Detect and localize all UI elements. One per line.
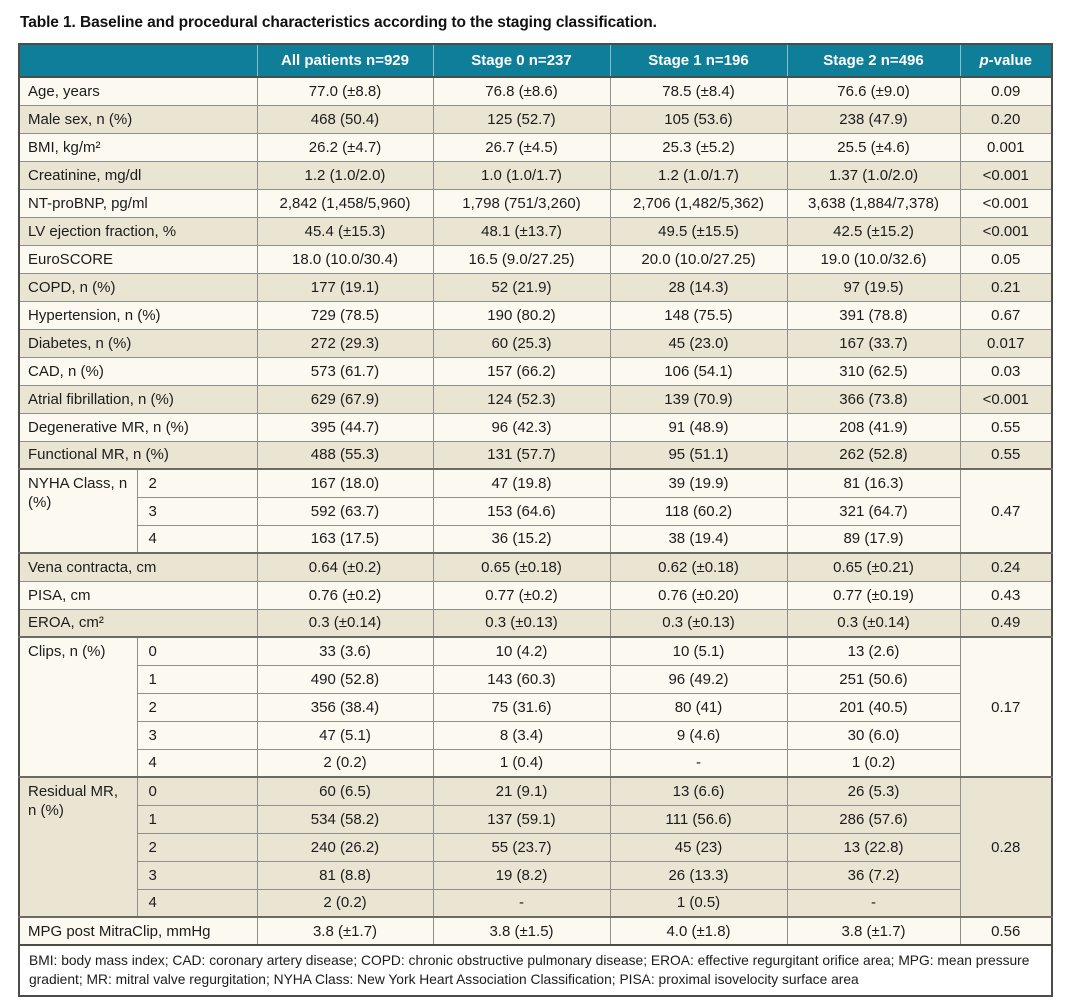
row-sub-label: 2 <box>137 833 257 861</box>
cell-value: 201 (40.5) <box>787 693 960 721</box>
row-label: Vena contracta, cm <box>19 553 257 581</box>
row-label: PISA, cm <box>19 581 257 609</box>
cell-value: 49.5 (±15.5) <box>610 217 787 245</box>
row-sub-label: 1 <box>137 805 257 833</box>
cell-value: 0.62 (±0.18) <box>610 553 787 581</box>
cell-value: 13 (6.6) <box>610 777 787 805</box>
cell-value: 488 (55.3) <box>257 441 433 469</box>
table-row <box>19 609 1052 637</box>
cell-value: 47 (5.1) <box>257 721 433 749</box>
cell-value: 48.1 (±13.7) <box>433 217 610 245</box>
abbreviations-footnote: BMI: body mass index; CAD: coronary artery disease; COPD: chronic obstructive pulmonary disease; EROA: effective regurgitant orifice area; MPG: mean pressure gradient; MR: mitral valve regurgitation; NYHA Class: New York Heart Association Classification; PISA: proximal isovelocity surface area <box>19 945 1052 996</box>
cell-value: - <box>787 889 960 917</box>
cell-p-value: 0.55 <box>960 413 1052 441</box>
cell-value: 77.0 (±8.8) <box>257 77 433 105</box>
row-label: Age, years <box>19 77 257 105</box>
row-sub-label: 0 <box>137 637 257 665</box>
cell-value: 39 (19.9) <box>610 469 787 497</box>
row-label: LV ejection fraction, % <box>19 217 257 245</box>
cell-value: 96 (49.2) <box>610 665 787 693</box>
cell-value: 26 (5.3) <box>787 777 960 805</box>
header-all-patients: All patients n=929 <box>257 44 433 77</box>
cell-value: 238 (47.9) <box>787 105 960 133</box>
cell-value: 240 (26.2) <box>257 833 433 861</box>
cell-value: 0.64 (±0.2) <box>257 553 433 581</box>
table-row <box>19 861 1052 889</box>
cell-value: 321 (64.7) <box>787 497 960 525</box>
cell-value: 2 (0.2) <box>257 749 433 777</box>
cell-value: 4.0 (±1.8) <box>610 917 787 945</box>
table-row <box>19 105 1052 133</box>
cell-value: 286 (57.6) <box>787 805 960 833</box>
cell-value: 96 (42.3) <box>433 413 610 441</box>
cell-p-value: 0.24 <box>960 553 1052 581</box>
cell-value: 0.3 (±0.14) <box>787 609 960 637</box>
row-label: COPD, n (%) <box>19 273 257 301</box>
cell-value: 76.6 (±9.0) <box>787 77 960 105</box>
cell-value: 1,798 (751/3,260) <box>433 189 610 217</box>
cell-value: 137 (59.1) <box>433 805 610 833</box>
table-row <box>19 245 1052 273</box>
cell-value: 1.2 (1.0/1.7) <box>610 161 787 189</box>
cell-value: 124 (52.3) <box>433 385 610 413</box>
cell-value: 366 (73.8) <box>787 385 960 413</box>
table-row <box>19 777 1052 805</box>
cell-value: 106 (54.1) <box>610 357 787 385</box>
cell-value: 30 (6.0) <box>787 721 960 749</box>
table-row <box>19 301 1052 329</box>
cell-value: 81 (16.3) <box>787 469 960 497</box>
row-label: Male sex, n (%) <box>19 105 257 133</box>
cell-value: 1.2 (1.0/2.0) <box>257 161 433 189</box>
row-group-label: Residual MR, n (%) <box>19 777 137 917</box>
header-empty-cell <box>19 44 257 77</box>
cell-value: 45 (23) <box>610 833 787 861</box>
cell-value: 21 (9.1) <box>433 777 610 805</box>
cell-value: 20.0 (10.0/27.25) <box>610 245 787 273</box>
header-stage-0: Stage 0 n=237 <box>433 44 610 77</box>
cell-value: 131 (57.7) <box>433 441 610 469</box>
cell-value: 36 (15.2) <box>433 525 610 553</box>
cell-value: 111 (56.6) <box>610 805 787 833</box>
cell-value: 629 (67.9) <box>257 385 433 413</box>
cell-value: 0.77 (±0.2) <box>433 581 610 609</box>
cell-value: 573 (61.7) <box>257 357 433 385</box>
cell-value: 33 (3.6) <box>257 637 433 665</box>
cell-p-value: <0.001 <box>960 189 1052 217</box>
cell-value: 13 (22.8) <box>787 833 960 861</box>
cell-value: 26 (13.3) <box>610 861 787 889</box>
table-row <box>19 749 1052 777</box>
cell-value: 139 (70.9) <box>610 385 787 413</box>
cell-value: 163 (17.5) <box>257 525 433 553</box>
cell-p-value: <0.001 <box>960 385 1052 413</box>
row-sub-label: 3 <box>137 497 257 525</box>
cell-value: 391 (78.8) <box>787 301 960 329</box>
cell-value: 190 (80.2) <box>433 301 610 329</box>
cell-value: 9 (4.6) <box>610 721 787 749</box>
cell-value: 26.7 (±4.5) <box>433 133 610 161</box>
cell-p-value: 0.17 <box>960 637 1052 777</box>
row-label: Atrial fibrillation, n (%) <box>19 385 257 413</box>
table-row <box>19 637 1052 665</box>
row-group-label: Clips, n (%) <box>19 637 137 777</box>
cell-value: 19 (8.2) <box>433 861 610 889</box>
cell-value: 3,638 (1,884/7,378) <box>787 189 960 217</box>
cell-value: 729 (78.5) <box>257 301 433 329</box>
cell-value: 97 (19.5) <box>787 273 960 301</box>
cell-value: 42.5 (±15.2) <box>787 217 960 245</box>
cell-value: 356 (38.4) <box>257 693 433 721</box>
cell-value: 2,706 (1,482/5,362) <box>610 189 787 217</box>
row-label: MPG post MitraClip, mmHg <box>19 917 257 945</box>
characteristics-table <box>18 43 1053 997</box>
cell-value: 310 (62.5) <box>787 357 960 385</box>
row-sub-label: 3 <box>137 861 257 889</box>
cell-value: 3.8 (±1.5) <box>433 917 610 945</box>
cell-value: 8 (3.4) <box>433 721 610 749</box>
cell-p-value: 0.28 <box>960 777 1052 917</box>
cell-p-value: 0.56 <box>960 917 1052 945</box>
cell-value: 28 (14.3) <box>610 273 787 301</box>
cell-value: 468 (50.4) <box>257 105 433 133</box>
cell-value: 125 (52.7) <box>433 105 610 133</box>
cell-value: 60 (6.5) <box>257 777 433 805</box>
table-row <box>19 77 1052 105</box>
table-row <box>19 357 1052 385</box>
row-label: EROA, cm² <box>19 609 257 637</box>
cell-value: 36 (7.2) <box>787 861 960 889</box>
cell-value: 251 (50.6) <box>787 665 960 693</box>
row-sub-label: 4 <box>137 749 257 777</box>
cell-value: 10 (4.2) <box>433 637 610 665</box>
cell-value: 80 (41) <box>610 693 787 721</box>
cell-value: 2 (0.2) <box>257 889 433 917</box>
row-sub-label: 4 <box>137 525 257 553</box>
table-row <box>19 917 1052 945</box>
cell-value: 2,842 (1,458/5,960) <box>257 189 433 217</box>
row-sub-label: 1 <box>137 665 257 693</box>
table-row <box>19 413 1052 441</box>
cell-value: 395 (44.7) <box>257 413 433 441</box>
cell-value: 0.77 (±0.19) <box>787 581 960 609</box>
cell-value: 18.0 (10.0/30.4) <box>257 245 433 273</box>
table-row <box>19 889 1052 917</box>
cell-value: - <box>610 749 787 777</box>
cell-p-value: 0.001 <box>960 133 1052 161</box>
row-sub-label: 0 <box>137 777 257 805</box>
cell-p-value: 0.017 <box>960 329 1052 357</box>
row-label: Creatinine, mg/dl <box>19 161 257 189</box>
cell-value: 0.76 (±0.20) <box>610 581 787 609</box>
cell-value: 490 (52.8) <box>257 665 433 693</box>
row-sub-label: 2 <box>137 469 257 497</box>
row-label: Degenerative MR, n (%) <box>19 413 257 441</box>
cell-value: 13 (2.6) <box>787 637 960 665</box>
cell-value: 262 (52.8) <box>787 441 960 469</box>
cell-p-value: 0.43 <box>960 581 1052 609</box>
cell-value: - <box>433 889 610 917</box>
table-row <box>19 581 1052 609</box>
cell-value: 0.3 (±0.13) <box>433 609 610 637</box>
table-row <box>19 161 1052 189</box>
cell-p-value: 0.47 <box>960 469 1052 553</box>
cell-value: 148 (75.5) <box>610 301 787 329</box>
cell-value: 19.0 (10.0/32.6) <box>787 245 960 273</box>
cell-value: 38 (19.4) <box>610 525 787 553</box>
cell-value: 0.3 (±0.14) <box>257 609 433 637</box>
cell-value: 76.8 (±8.6) <box>433 77 610 105</box>
cell-value: 25.3 (±5.2) <box>610 133 787 161</box>
cell-p-value: 0.55 <box>960 441 1052 469</box>
cell-p-value: 0.21 <box>960 273 1052 301</box>
table-row <box>19 329 1052 357</box>
row-sub-label: 4 <box>137 889 257 917</box>
cell-value: 0.65 (±0.18) <box>433 553 610 581</box>
row-label: Diabetes, n (%) <box>19 329 257 357</box>
table-row <box>19 385 1052 413</box>
row-label: EuroSCORE <box>19 245 257 273</box>
header-p-value <box>960 44 1052 77</box>
table-body <box>19 77 1052 945</box>
cell-value: 10 (5.1) <box>610 637 787 665</box>
cell-value: 177 (19.1) <box>257 273 433 301</box>
cell-value: 3.8 (±1.7) <box>787 917 960 945</box>
cell-value: 16.5 (9.0/27.25) <box>433 245 610 273</box>
table-row <box>19 693 1052 721</box>
cell-value: 1 (0.5) <box>610 889 787 917</box>
cell-value: 47 (19.8) <box>433 469 610 497</box>
cell-value: 1.37 (1.0/2.0) <box>787 161 960 189</box>
cell-p-value: 0.03 <box>960 357 1052 385</box>
cell-value: 81 (8.8) <box>257 861 433 889</box>
cell-value: 0.3 (±0.13) <box>610 609 787 637</box>
cell-value: 105 (53.6) <box>610 105 787 133</box>
table-row <box>19 133 1052 161</box>
cell-value: 55 (23.7) <box>433 833 610 861</box>
cell-value: 91 (48.9) <box>610 413 787 441</box>
table-title: Table 1. Baseline and procedural characteristics according to the staging classification. <box>20 14 657 31</box>
cell-value: 26.2 (±4.7) <box>257 133 433 161</box>
cell-p-value: 0.20 <box>960 105 1052 133</box>
table-row <box>19 833 1052 861</box>
table-row <box>19 217 1052 245</box>
cell-p-value: 0.49 <box>960 609 1052 637</box>
header-stage-1: Stage 1 n=196 <box>610 44 787 77</box>
cell-value: 272 (29.3) <box>257 329 433 357</box>
row-label: Hypertension, n (%) <box>19 301 257 329</box>
table-row <box>19 441 1052 469</box>
cell-value: 75 (31.6) <box>433 693 610 721</box>
cell-p-value: <0.001 <box>960 161 1052 189</box>
table-row <box>19 189 1052 217</box>
row-group-label: NYHA Class, n (%) <box>19 469 137 553</box>
table-row <box>19 553 1052 581</box>
row-sub-label: 3 <box>137 721 257 749</box>
footnote-row <box>19 945 1052 996</box>
table-row <box>19 525 1052 553</box>
cell-value: 208 (41.9) <box>787 413 960 441</box>
cell-value: 167 (33.7) <box>787 329 960 357</box>
cell-value: 89 (17.9) <box>787 525 960 553</box>
header-row <box>19 44 1052 77</box>
table-row <box>19 273 1052 301</box>
row-label: NT-proBNP, pg/ml <box>19 189 257 217</box>
header-stage-2: Stage 2 n=496 <box>787 44 960 77</box>
row-label: Functional MR, n (%) <box>19 441 257 469</box>
row-sub-label: 2 <box>137 693 257 721</box>
cell-p-value: 0.05 <box>960 245 1052 273</box>
cell-value: 592 (63.7) <box>257 497 433 525</box>
row-label: BMI, kg/m² <box>19 133 257 161</box>
row-label: CAD, n (%) <box>19 357 257 385</box>
cell-value: 143 (60.3) <box>433 665 610 693</box>
cell-value: 60 (25.3) <box>433 329 610 357</box>
cell-value: 1 (0.2) <box>787 749 960 777</box>
cell-value: 153 (64.6) <box>433 497 610 525</box>
cell-value: 45 (23.0) <box>610 329 787 357</box>
cell-value: 25.5 (±4.6) <box>787 133 960 161</box>
cell-value: 1 (0.4) <box>433 749 610 777</box>
cell-value: 78.5 (±8.4) <box>610 77 787 105</box>
cell-value: 3.8 (±1.7) <box>257 917 433 945</box>
table-row <box>19 497 1052 525</box>
cell-value: 157 (66.2) <box>433 357 610 385</box>
cell-value: 118 (60.2) <box>610 497 787 525</box>
cell-value: 95 (51.1) <box>610 441 787 469</box>
table-row <box>19 665 1052 693</box>
cell-value: 45.4 (±15.3) <box>257 217 433 245</box>
cell-value: 52 (21.9) <box>433 273 610 301</box>
p-value-rest: -value <box>988 52 1033 69</box>
cell-value: 0.76 (±0.2) <box>257 581 433 609</box>
table-row <box>19 805 1052 833</box>
cell-value: 167 (18.0) <box>257 469 433 497</box>
cell-p-value: 0.09 <box>960 77 1052 105</box>
p-value-italic-p: p <box>979 52 989 69</box>
cell-p-value: <0.001 <box>960 217 1052 245</box>
cell-value: 1.0 (1.0/1.7) <box>433 161 610 189</box>
cell-p-value: 0.67 <box>960 301 1052 329</box>
cell-value: 534 (58.2) <box>257 805 433 833</box>
table-row <box>19 721 1052 749</box>
cell-value: 0.65 (±0.21) <box>787 553 960 581</box>
table-row <box>19 469 1052 497</box>
